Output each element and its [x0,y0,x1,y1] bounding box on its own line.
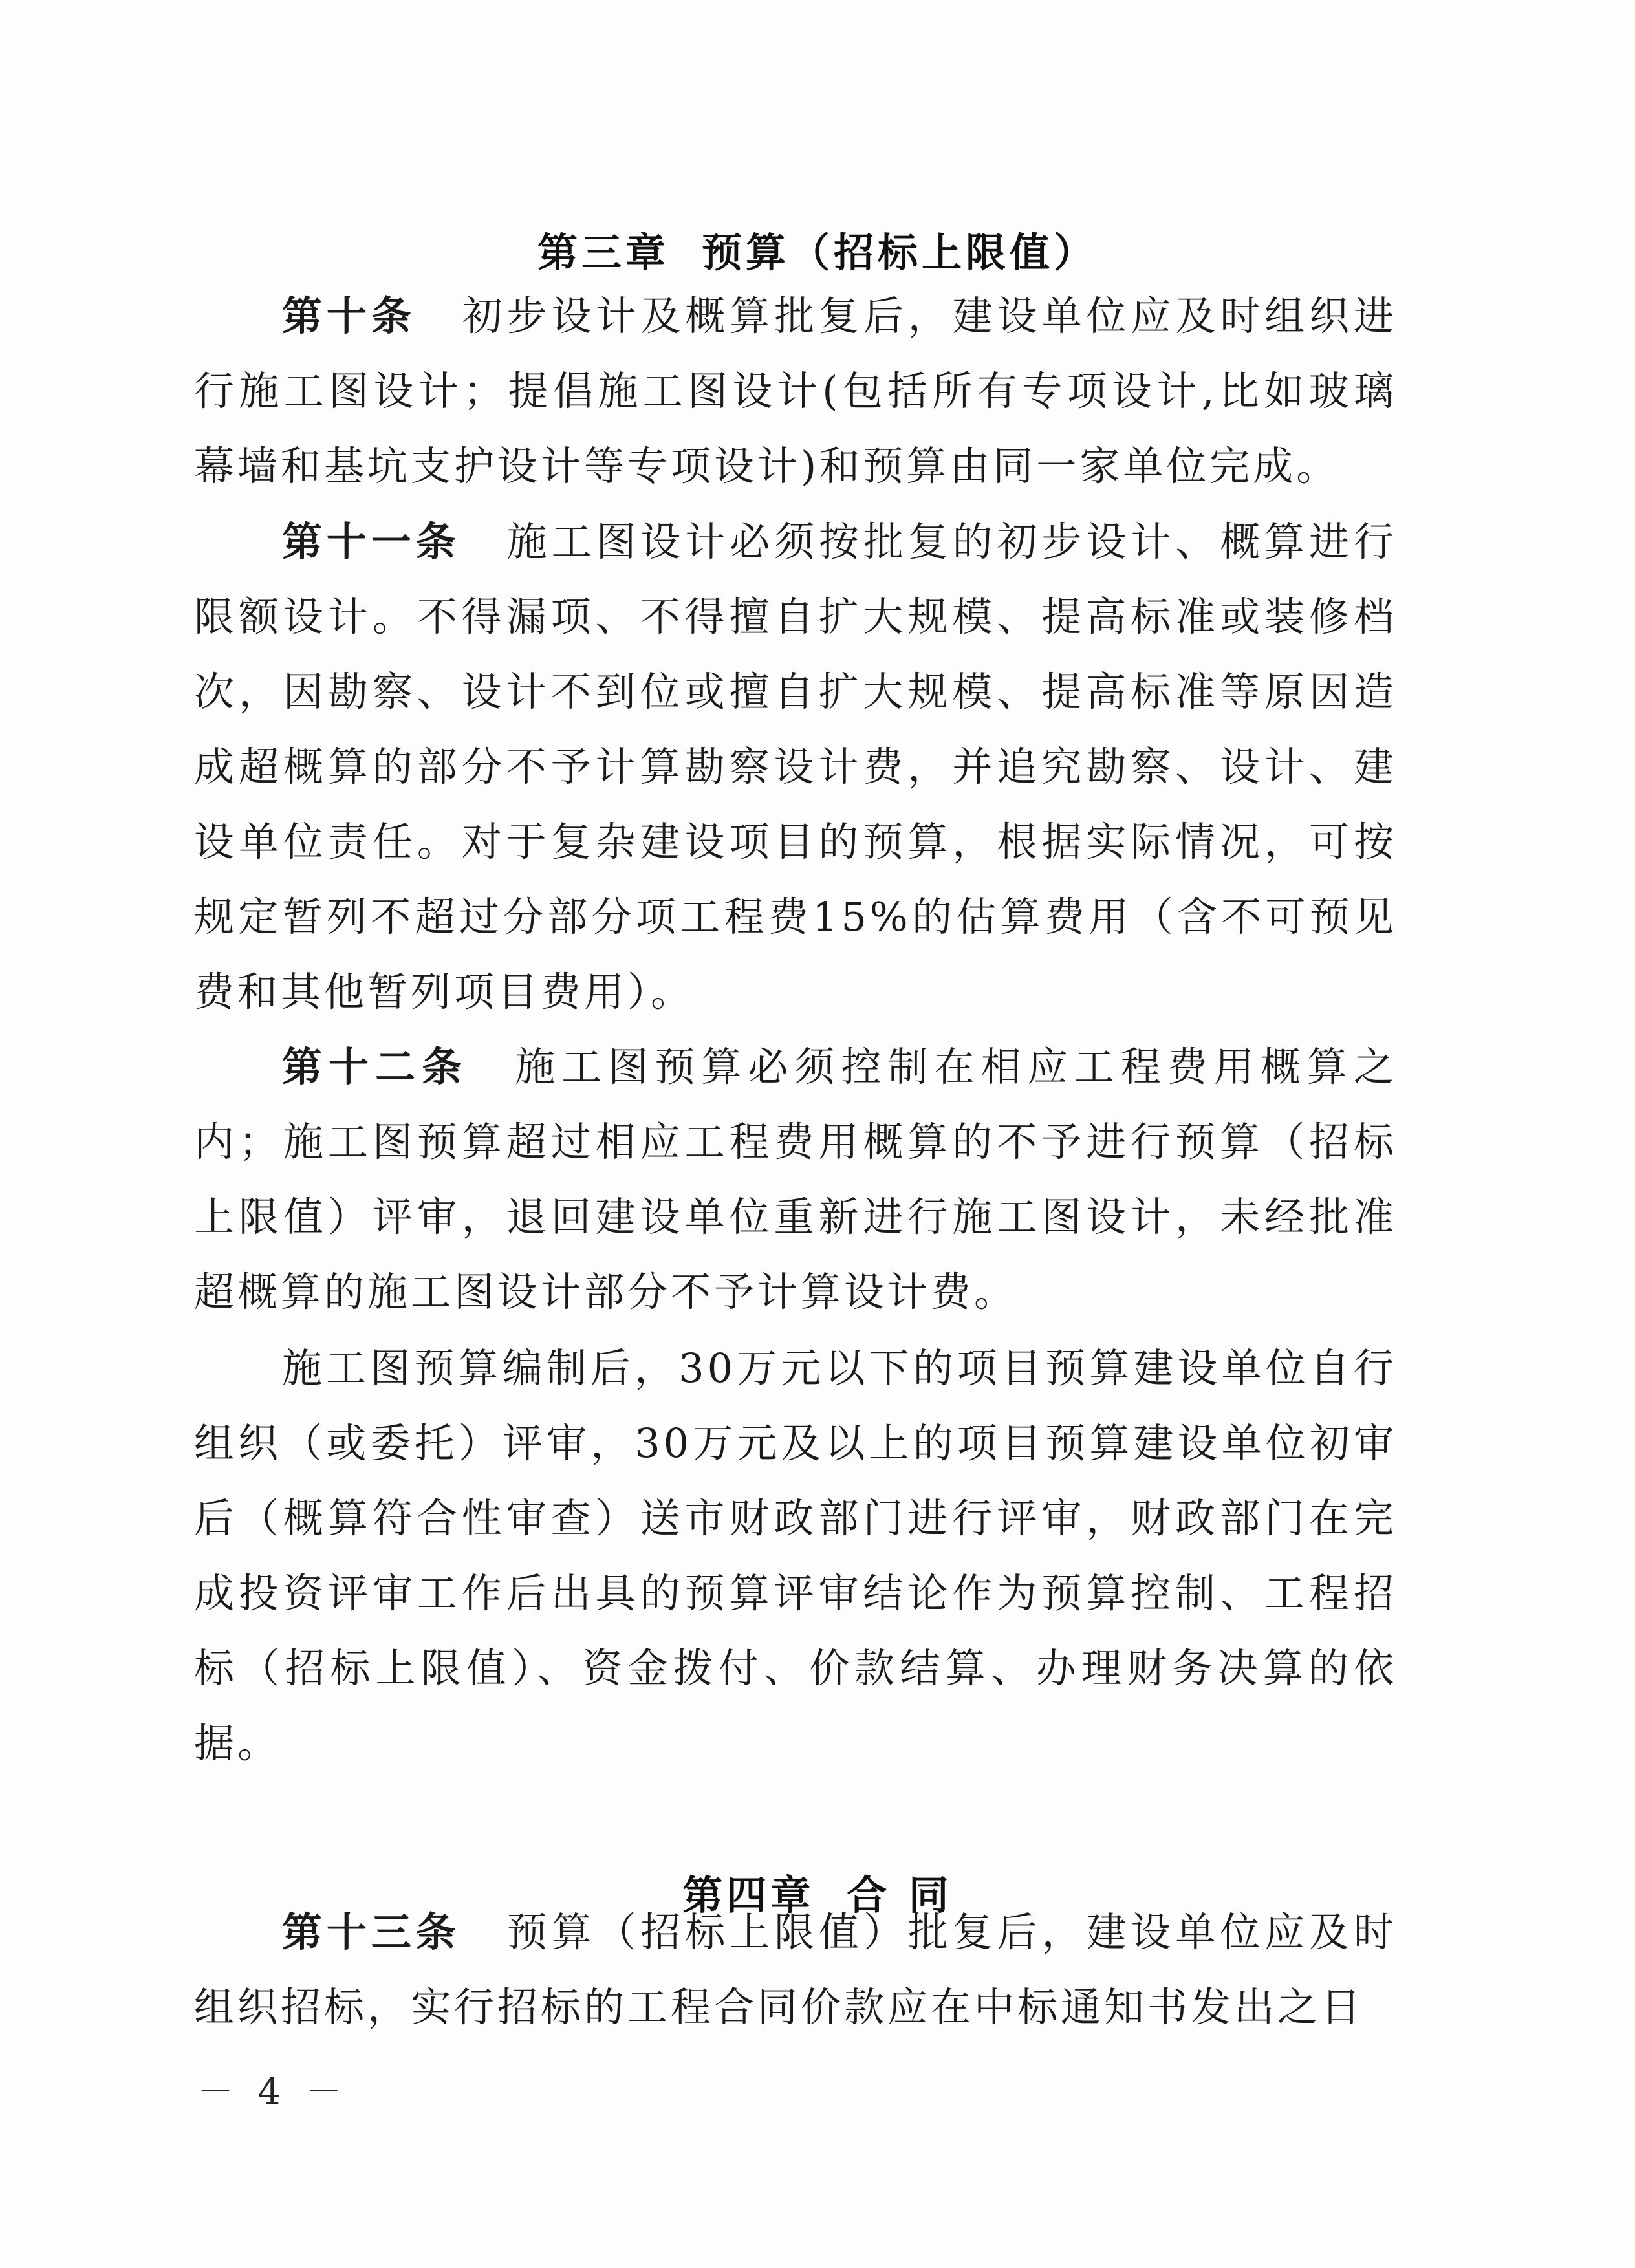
article-12-text: 施工图预算必须控制在相应工程费用概算之内；施工图预算超过相应工程费用概算的不予进行预算（招标上限值）评审，退回建设单位重新进行施工图设计，未经批准超概算的施工图设计部分不予计算设计费。 [194,1043,1397,1315]
chapter-4-number: 第四章 [682,1872,815,1919]
article-13-label: 第十三条 [282,1908,460,1956]
article-10-text: 初步设计及概算批复后，建设单位应及时组织进行施工图设计；提倡施工图设计(包括所有专项设计,比如玻璃幕墙和基坑支护设计等专项设计)和预算由同一家单位完成。 [194,292,1397,490]
page-number: － 4 － [197,2071,349,2113]
article-11-text: 施工图设计必须按批复的初步设计、概算进行限额设计。不得漏项、不得擅自扩大规模、提高标准或装修档次，因勘察、设计不到位或擅自扩大规模、提高标准等原因造成超概算的部分不予计算勘察设计费，并追究勘察、设计、建设单位责任。对于复杂建设项目的预算，根据实际情况，可按规定暂列不超过分部分项工程费15%的估算费用（含不可预见费和其他暂列项目费用）。 [194,518,1397,1015]
article-12 [194,1030,1397,1330]
article-11-label: 第十一条 [282,518,460,565]
article-10-label: 第十条 [282,292,416,340]
article-13-text: 预算（招标上限值）批复后，建设单位应及时组织招标，实行招标的工程合同价款应在中标通知书发出之日 [194,1908,1397,2031]
article-12-label: 第十二条 [282,1043,469,1090]
article-11 [194,504,1397,1030]
budget-review-paragraph: 施工图预算编制后，30万元以下的项目预算建设单位自行组织（或委托）评审，30万元及以上的项目预算建设单位初审后（概算符合性审查）送市财政部门进行评审，财政部门在完成投资评审工作后出具的预算评审结论作为预算控制、工程招标（招标上限值）、资金拨付、价款结算、办理财务决算的依据。 [194,1345,1397,1767]
article-10 [194,279,1397,504]
chapter-3-heading [0,221,1635,278]
chapter-3-number: 第三章 [537,229,669,277]
chapter-4-title: 合 同 [847,1872,953,1919]
chapter-3-title: 预算（招标上限值） [702,229,1098,277]
article-13 [194,1895,1397,2045]
